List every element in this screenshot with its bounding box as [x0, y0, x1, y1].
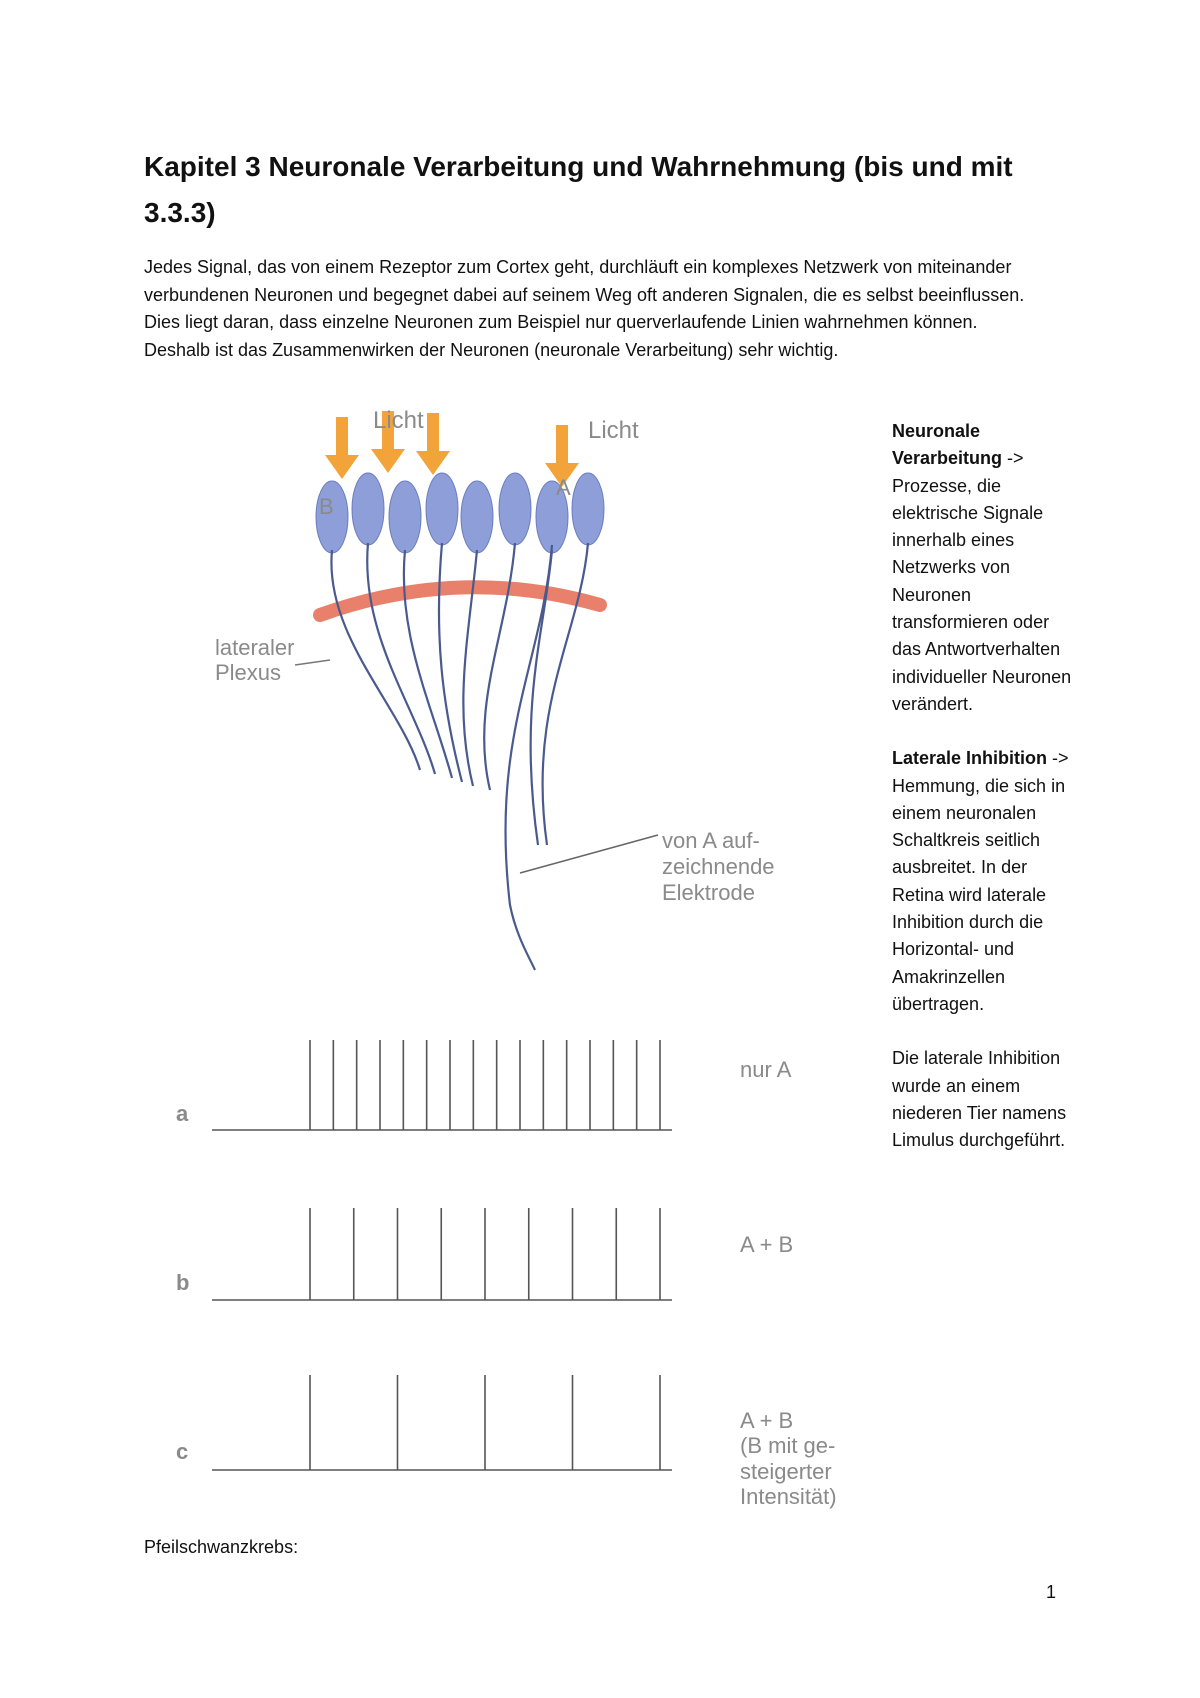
note-lateral-inhibition-term: Laterale Inhibition [892, 748, 1048, 769]
receptor-cell [499, 473, 531, 545]
lateral-plexus-band [320, 587, 600, 615]
receptor-a-label: A [556, 475, 571, 500]
receptor-cell [461, 481, 493, 553]
electrode-label-line1: von A auf- [662, 828, 760, 853]
nerve-fiber [331, 550, 420, 770]
note-neuronal-processing-term: Neuronale Verarbeitung [892, 421, 1003, 469]
trace-b-condition: A + B [740, 1232, 794, 1257]
intro-paragraph: Jedes Signal, das von einem Rezeptor zum Cortex geht, durchläuft ein komplexes Netzwerk von miteinander verbundenen Neuronen und begegnet dabei auf seinem Weg oft anderen Signalen, die es selbst beeinflussen. Dies liegt daran, dass einzelne Neuronen zum Beispiel nur querverlaufende Linien wahrnehmen können. Deshalb ist das Zusammenwirken der Neuronen (neuronale Verarbeitung) sehr wichtig. [144, 257, 1025, 360]
trace-c-condition-line1: A + B [740, 1408, 794, 1433]
note-lateral-inhibition [892, 745, 1072, 1018]
trace-c-label: c [176, 1439, 189, 1464]
electrode-pointer [520, 835, 658, 873]
receptor-cell [572, 473, 604, 545]
receptor-cell [389, 481, 421, 553]
trace-c-condition-line4: Intensität) [740, 1484, 837, 1509]
trace-c-condition-line3: steigerter [740, 1459, 832, 1484]
note-limulus: Die laterale Inhibition wurde an einem niederen Tier namens Limulus durchgeführt. [892, 1048, 1067, 1151]
note-neuronal-processing [892, 418, 1072, 718]
page-number: 1 [1046, 1582, 1057, 1602]
note-neuronal-processing-definition: -> Prozesse, die elektrische Signale innerhalb eines Netzwerks von Neuronen transformieren oder das Antwortverhalten individueller Neuronen verändert. [892, 448, 1072, 714]
trace-c-condition-line2: (B mit ge- [740, 1433, 836, 1458]
light-label-left: Licht [373, 407, 424, 434]
trace-a-condition: nur A [740, 1057, 792, 1082]
plexus-pointer [295, 660, 330, 665]
electrode-label-line3: Elektrode [662, 880, 755, 905]
receptor-b-label: B [319, 494, 334, 519]
figure-canvas [176, 405, 880, 1515]
receptor-cell [426, 473, 458, 545]
receptor-cell [352, 473, 384, 545]
figure-caption: Pfeilschwanzkrebs: [144, 1537, 299, 1557]
plexus-label-line2: Plexus [215, 660, 282, 685]
side-note [892, 418, 1072, 1181]
trace-b-label: b [176, 1270, 190, 1295]
light-arrow [325, 417, 359, 479]
note-lateral-inhibition-definition: -> Hemmung, die sich in einem neuronalen Schaltkreis seitlich ausbreitet. In der Retina wird laterale Inhibition durch die Horizontal- und Amakrinzellen übertragen. [892, 748, 1069, 1014]
page-title: Kapitel 3 Neuronale Verarbeitung und Wahrnehmung (bis und mit 3.3.3) [144, 151, 1013, 228]
trace-a-label: a [176, 1101, 189, 1126]
nerve-fiber [367, 543, 435, 774]
electrode-label-line2: zeichnende [662, 854, 775, 879]
plexus-label-line1: lateraler [215, 635, 295, 660]
lateral-inhibition-figure [176, 405, 880, 1515]
light-label-right: Licht [588, 417, 639, 444]
